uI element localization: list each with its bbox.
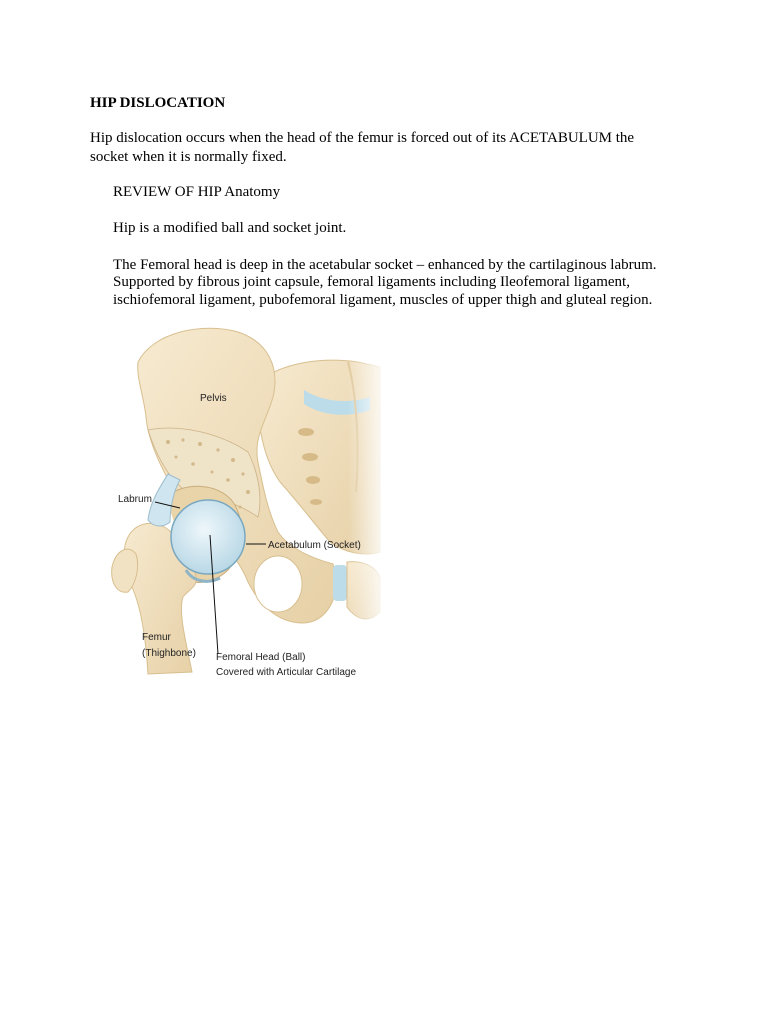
anatomy-paragraph-line-3: ischiofemoral ligament, pubofemoral ligament, muscles of upper thigh and gluteal region. [113,292,653,308]
label-labrum: Labrum [118,494,152,505]
label-pelvis: Pelvis [200,393,227,404]
label-femur-thighbone: (Thighbone) [142,648,196,659]
document-heading: HIP DISLOCATION [90,95,226,111]
hip-anatomy-figure [108,322,388,682]
intro-line-2: socket when it is normally fixed. [90,149,287,165]
label-femur: Femur [142,632,171,643]
ball-socket-sentence: Hip is a modified ball and socket joint. [113,220,347,236]
hip-anatomy-illustration [108,322,388,682]
femoral-head-ball [171,500,245,574]
anatomy-paragraph-line-2: Supported by fibrous joint capsule, femoral ligaments including Ileofemoral ligament, [113,274,630,290]
anatomy-paragraph-line-1: The Femoral head is deep in the acetabular socket – enhanced by the cartilaginous labrum. [113,257,657,273]
label-femoral-head: Femoral Head (Ball) [216,652,306,663]
intro-line-1: Hip dislocation occurs when the head of the femur is forced out of its ACETABULUM the [90,130,635,146]
review-title: REVIEW OF HIP Anatomy [113,184,281,200]
label-femoral-head-cartilage: Covered with Articular Cartilage [216,667,357,678]
label-acetabulum: Acetabulum (Socket) [268,540,361,551]
